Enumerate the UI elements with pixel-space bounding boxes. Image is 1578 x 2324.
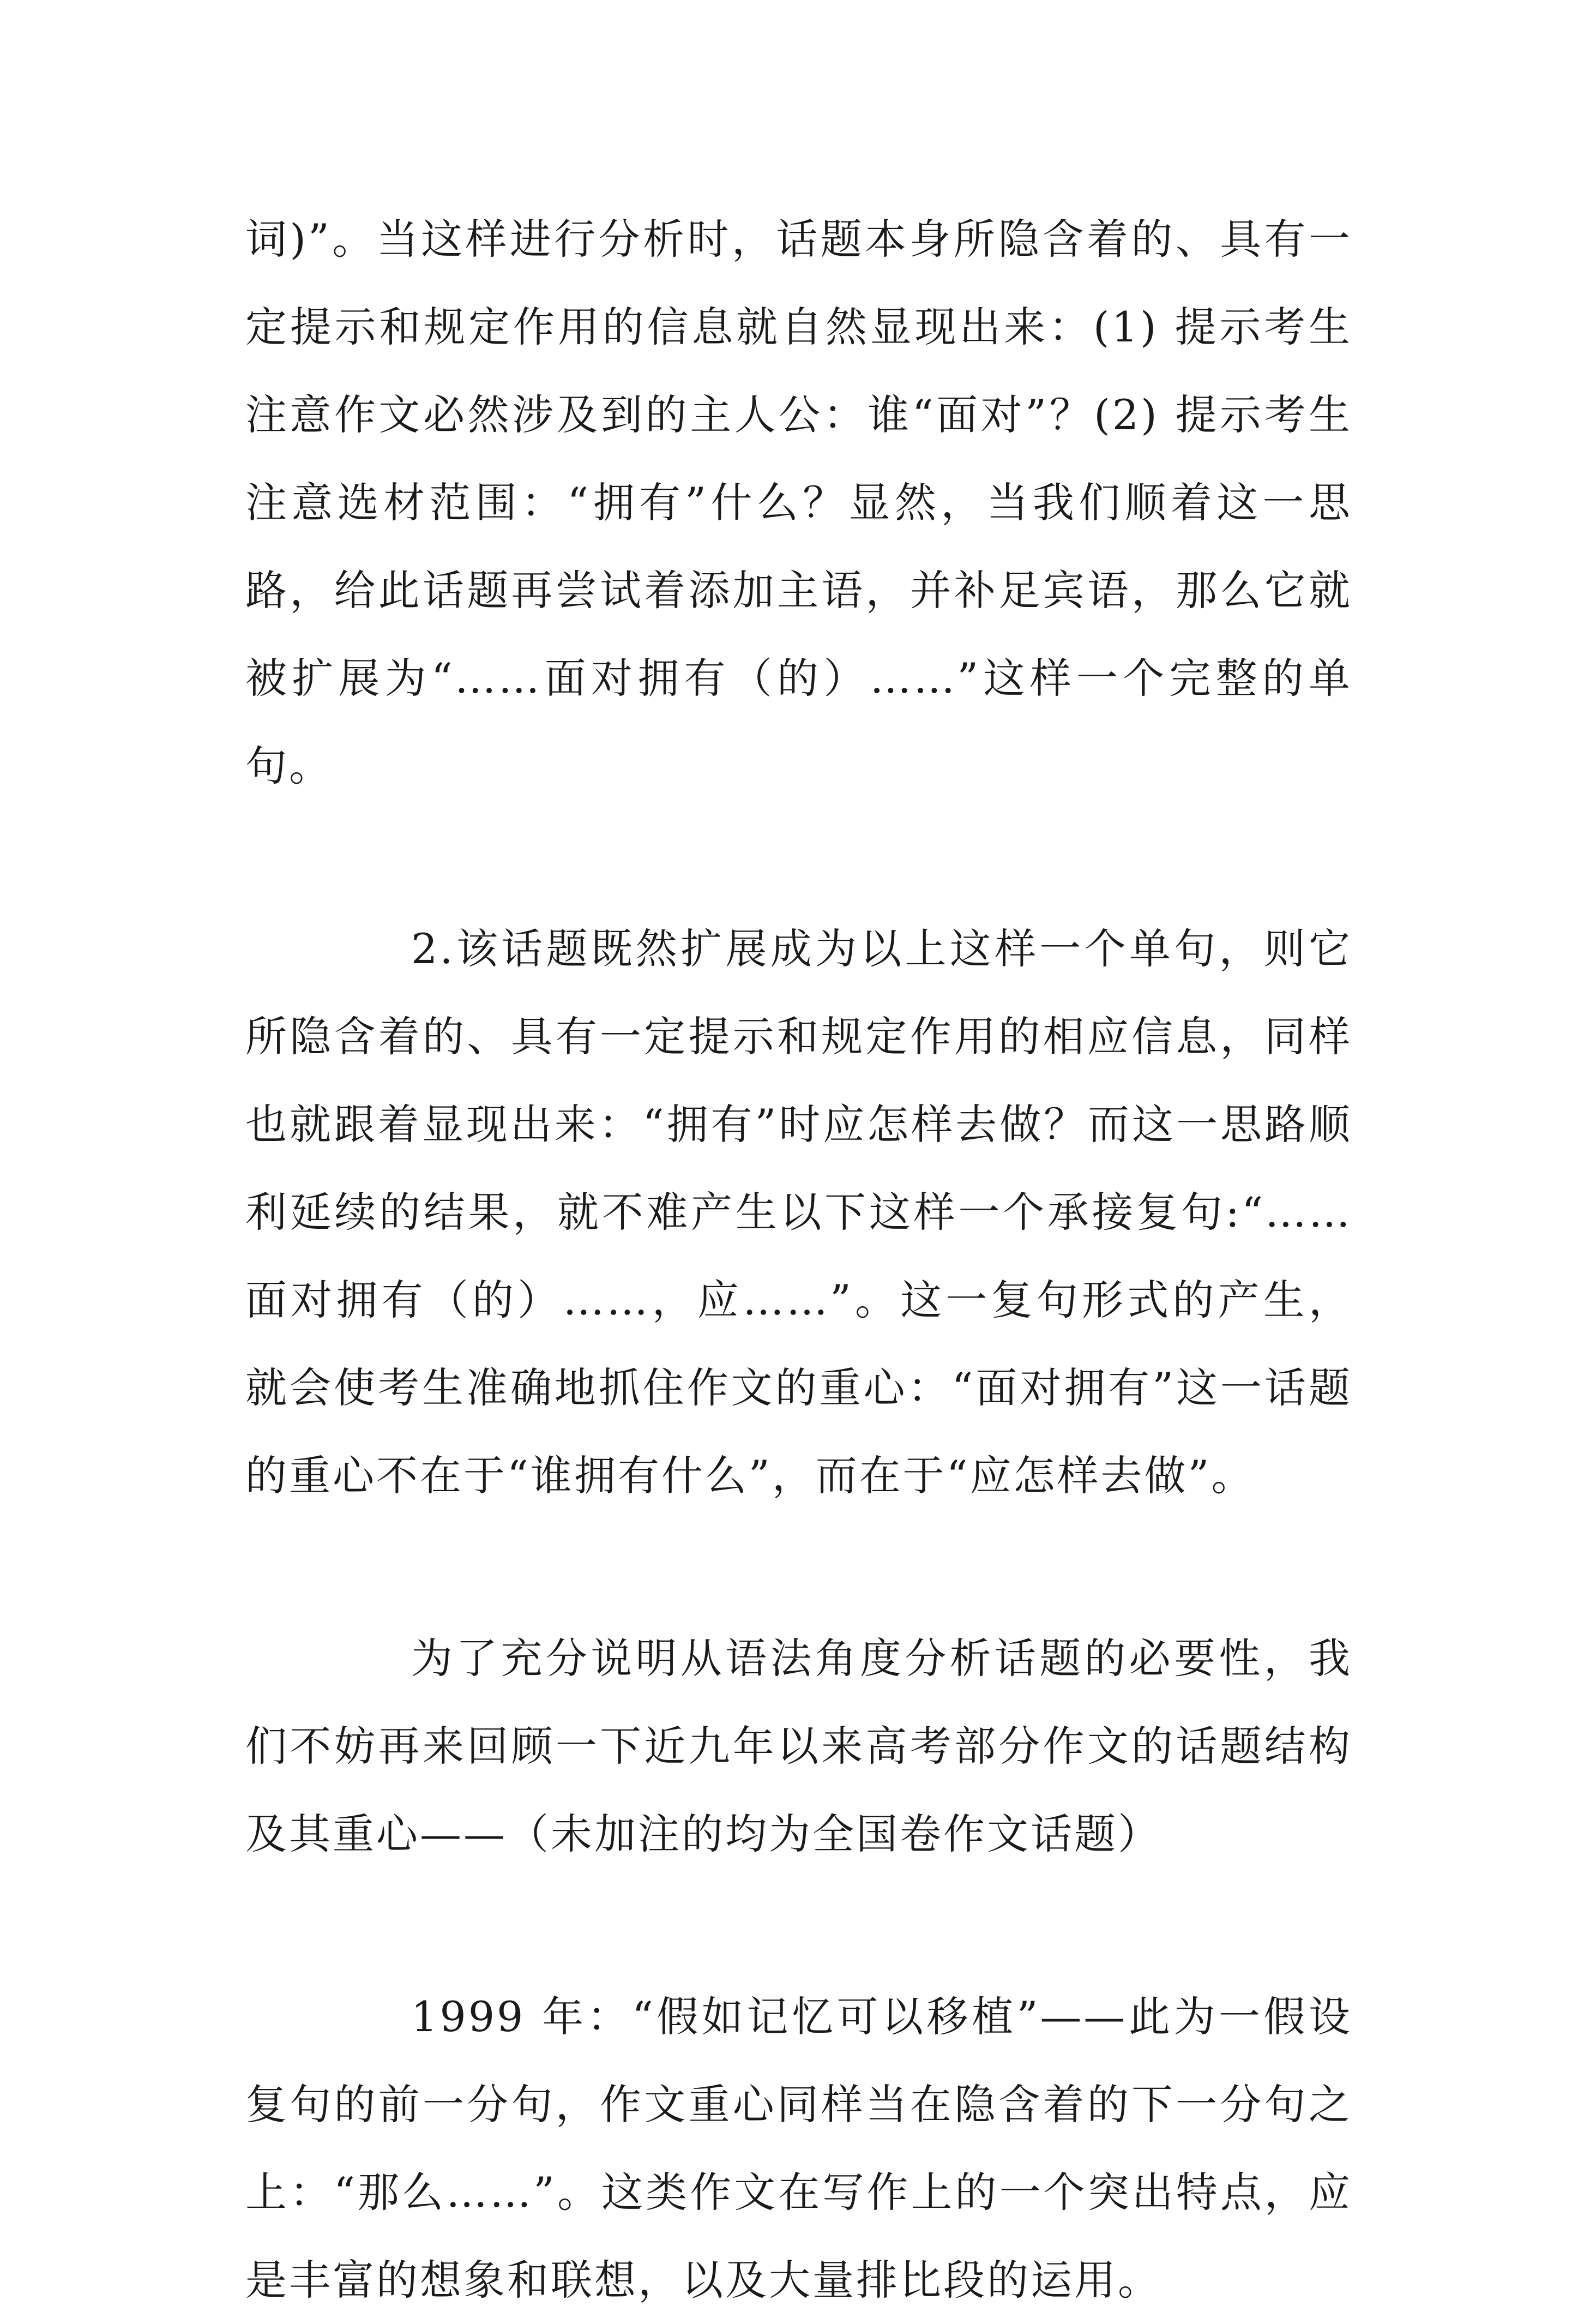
paragraph-2: 2.该话题既然扩展成为以上这样一个单句，则它所隐含着的、具有一定提示和规定作用的相应信息，同样也就跟着显现出来：“拥有”时应怎样去做？而这一思路顺利延续的结果，就不难产生以下这样一个承接复句:“……面对拥有（的）……，应……”。这一复句形式的产生，就会使考生准确地抓住作文的重心：“面对拥有”这一话题的重心不在于“谁拥有什么”，而在于“应怎样去做”。 [245,924,1352,1500]
document-page [245,195,1352,2324]
paragraph-3: 为了充分说明从语法角度分析话题的必要性，我们不妨再来回顾一下近九年以来高考部分作文的话题结构及其重心——（未加注的均为全国卷作文话题） [245,1634,1352,1858]
paragraph-1: 词)”。当这样进行分析时，话题本身所隐含着的、具有一定提示和规定作用的信息就自然显现出来：(1) 提示考生注意作文必然涉及到的主人公：谁“面对”？(2) 提示考生注意选材范围：“拥有”什么？显然，当我们顺着这一思路，给此话题再尝试着添加主语，并补足宾语，那么它就被扩展为“……面对拥有（的）……”这样一个完整的单句。 [245,215,1352,790]
paragraph-4: 1999 年：“假如记忆可以移植”——此为一假设复句的前一分句，作文重心同样当在隐含着的下一分句之上：“那么……”。这类作文在写作上的一个突出特点，应是丰富的想象和联想，以及大量排比段的运用。 [245,1992,1352,2304]
